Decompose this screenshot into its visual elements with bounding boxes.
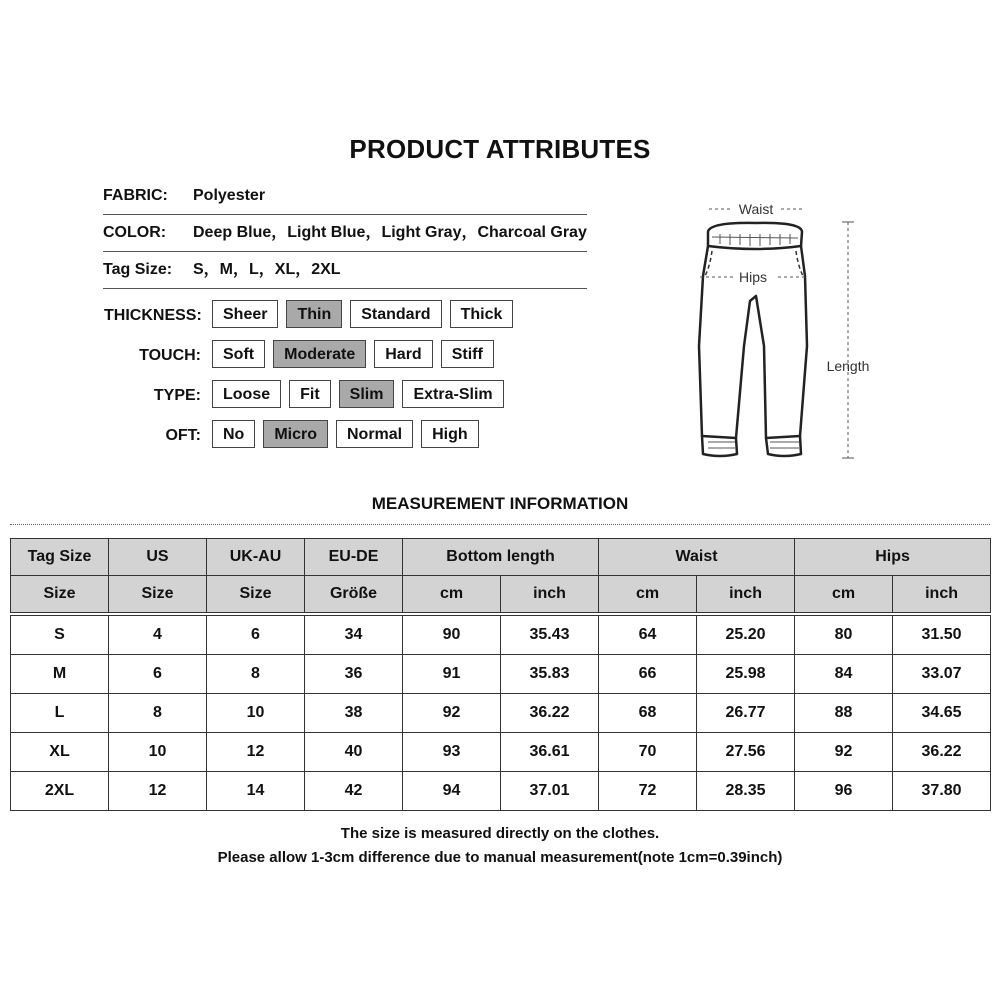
header-cell: cm: [403, 576, 501, 613]
header-cell: cm: [599, 576, 697, 613]
header-cell: Größe: [305, 576, 403, 613]
table-cell: 28.35: [697, 772, 795, 811]
table-cell: 27.56: [697, 733, 795, 772]
header-cell: Size: [109, 576, 207, 613]
table-row: [11, 772, 991, 811]
header-cell: EU-DE: [305, 539, 403, 576]
table-cell: 2XL: [11, 772, 109, 811]
header-cell: inch: [893, 576, 991, 613]
length-label: Length: [826, 358, 870, 374]
thickness-label: THICKNESS:: [104, 307, 202, 324]
table-cell: 92: [795, 733, 893, 772]
table-cell: 92: [403, 694, 501, 733]
table-cell: 36.22: [893, 733, 991, 772]
table-cell: S: [11, 616, 109, 655]
thickness-option-thin[interactable]: Thin: [286, 300, 342, 328]
table-cell: 25.98: [697, 655, 795, 694]
table-cell: 94: [403, 772, 501, 811]
table-cell: 33.07: [893, 655, 991, 694]
header-cell: cm: [795, 576, 893, 613]
type-label: TYPE:: [153, 387, 201, 404]
oft-option-micro[interactable]: Micro: [263, 420, 328, 448]
tag-size-line: [103, 252, 587, 289]
pants-size-diagram: [690, 196, 890, 468]
thickness-options: [212, 300, 513, 328]
color-label: COLOR:: [103, 224, 167, 241]
oft-label: OFT:: [165, 427, 201, 444]
table-cell: 38: [305, 694, 403, 733]
table-cell: 88: [795, 694, 893, 733]
header-cell: UK-AU: [207, 539, 305, 576]
table-cell: 90: [403, 616, 501, 655]
touch-options: [212, 340, 494, 368]
table-cell: 10: [207, 694, 305, 733]
table-row: [11, 733, 991, 772]
table-cell: 37.80: [893, 772, 991, 811]
table-cell: 36.22: [501, 694, 599, 733]
header-cell: Tag Size: [11, 539, 109, 576]
oft-option-high[interactable]: High: [421, 420, 479, 448]
table-cell: 36.61: [501, 733, 599, 772]
table-cell: 6: [207, 616, 305, 655]
note-measured: The size is measured directly on the clothes.: [340, 825, 660, 842]
table-cell: L: [11, 694, 109, 733]
color-value: Deep Blue，Light Blue，Light Gray，Charcoal Gray: [193, 224, 587, 241]
hips-label: Hips: [738, 269, 768, 285]
fabric-label: FABRIC:: [103, 187, 168, 204]
table-cell: 14: [207, 772, 305, 811]
table-cell: 84: [795, 655, 893, 694]
table-cell: 66: [599, 655, 697, 694]
table-cell: 42: [305, 772, 403, 811]
table-cell: 35.43: [501, 616, 599, 655]
table-cell: 93: [403, 733, 501, 772]
table-cell: 37.01: [501, 772, 599, 811]
table-cell: 72: [599, 772, 697, 811]
oft-options: [212, 420, 479, 448]
table-header-row-2: [11, 576, 991, 613]
oft-option-normal[interactable]: Normal: [336, 420, 413, 448]
type-option-slim[interactable]: Slim: [339, 380, 395, 408]
table-cell: 36: [305, 655, 403, 694]
table-cell: 12: [207, 733, 305, 772]
table-row: [11, 616, 991, 655]
table-cell: 80: [795, 616, 893, 655]
thickness-option-standard[interactable]: Standard: [350, 300, 441, 328]
touch-option-moderate[interactable]: Moderate: [273, 340, 366, 368]
table-row: [11, 655, 991, 694]
touch-option-stiff[interactable]: Stiff: [441, 340, 494, 368]
dotted-divider: [10, 524, 990, 525]
header-cell: inch: [697, 576, 795, 613]
header-cell: US: [109, 539, 207, 576]
table-cell: 34.65: [893, 694, 991, 733]
table-row: [11, 694, 991, 733]
table-cell: 8: [207, 655, 305, 694]
tag-size-label: Tag Size:: [103, 261, 173, 278]
touch-option-soft[interactable]: Soft: [212, 340, 265, 368]
page-title: PRODUCT ATTRIBUTES: [349, 134, 651, 164]
fabric-line: [103, 178, 587, 215]
waist-label: Waist: [738, 201, 774, 217]
measurement-table: [10, 538, 991, 811]
type-options: [212, 380, 504, 408]
table-cell: 25.20: [697, 616, 795, 655]
thickness-option-sheer[interactable]: Sheer: [212, 300, 278, 328]
table-cell: XL: [11, 733, 109, 772]
table-cell: M: [11, 655, 109, 694]
table-cell: 10: [109, 733, 207, 772]
header-cell: Waist: [599, 539, 795, 576]
table-cell: 64: [599, 616, 697, 655]
table-cell: 34: [305, 616, 403, 655]
table-cell: 68: [599, 694, 697, 733]
pants-outline-icon: [699, 223, 807, 456]
header-cell: Hips: [795, 539, 991, 576]
header-cell: Size: [207, 576, 305, 613]
table-cell: 96: [795, 772, 893, 811]
header-cell: inch: [501, 576, 599, 613]
header-cell: Bottom length: [403, 539, 599, 576]
thickness-option-thick[interactable]: Thick: [450, 300, 514, 328]
header-cell: Size: [11, 576, 109, 613]
table-cell: 8: [109, 694, 207, 733]
table-cell: 6: [109, 655, 207, 694]
type-option-loose[interactable]: Loose: [212, 380, 281, 408]
table-cell: 12: [109, 772, 207, 811]
color-line: [103, 215, 587, 252]
waistband-ribbing: [708, 234, 799, 448]
table-cell: 26.77: [697, 694, 795, 733]
measurement-title: MEASUREMENT INFORMATION: [371, 494, 629, 513]
table-cell: 35.83: [501, 655, 599, 694]
table-cell: 40: [305, 733, 403, 772]
type-option-extra-slim[interactable]: Extra-Slim: [402, 380, 503, 408]
type-option-fit[interactable]: Fit: [289, 380, 331, 408]
note-difference: Please allow 1-3cm difference due to manual measurement(note 1cm=0.39inch): [217, 849, 783, 866]
touch-option-hard[interactable]: Hard: [374, 340, 432, 368]
touch-label: TOUCH:: [139, 347, 201, 364]
tag-size-value: S，M，L，XL，2XL: [193, 261, 341, 278]
fabric-value: Polyester: [193, 187, 266, 204]
table-cell: 31.50: [893, 616, 991, 655]
table-header-row-1: [11, 539, 991, 576]
oft-option-no[interactable]: No: [212, 420, 255, 448]
table-cell: 4: [109, 616, 207, 655]
table-cell: 91: [403, 655, 501, 694]
table-cell: 70: [599, 733, 697, 772]
